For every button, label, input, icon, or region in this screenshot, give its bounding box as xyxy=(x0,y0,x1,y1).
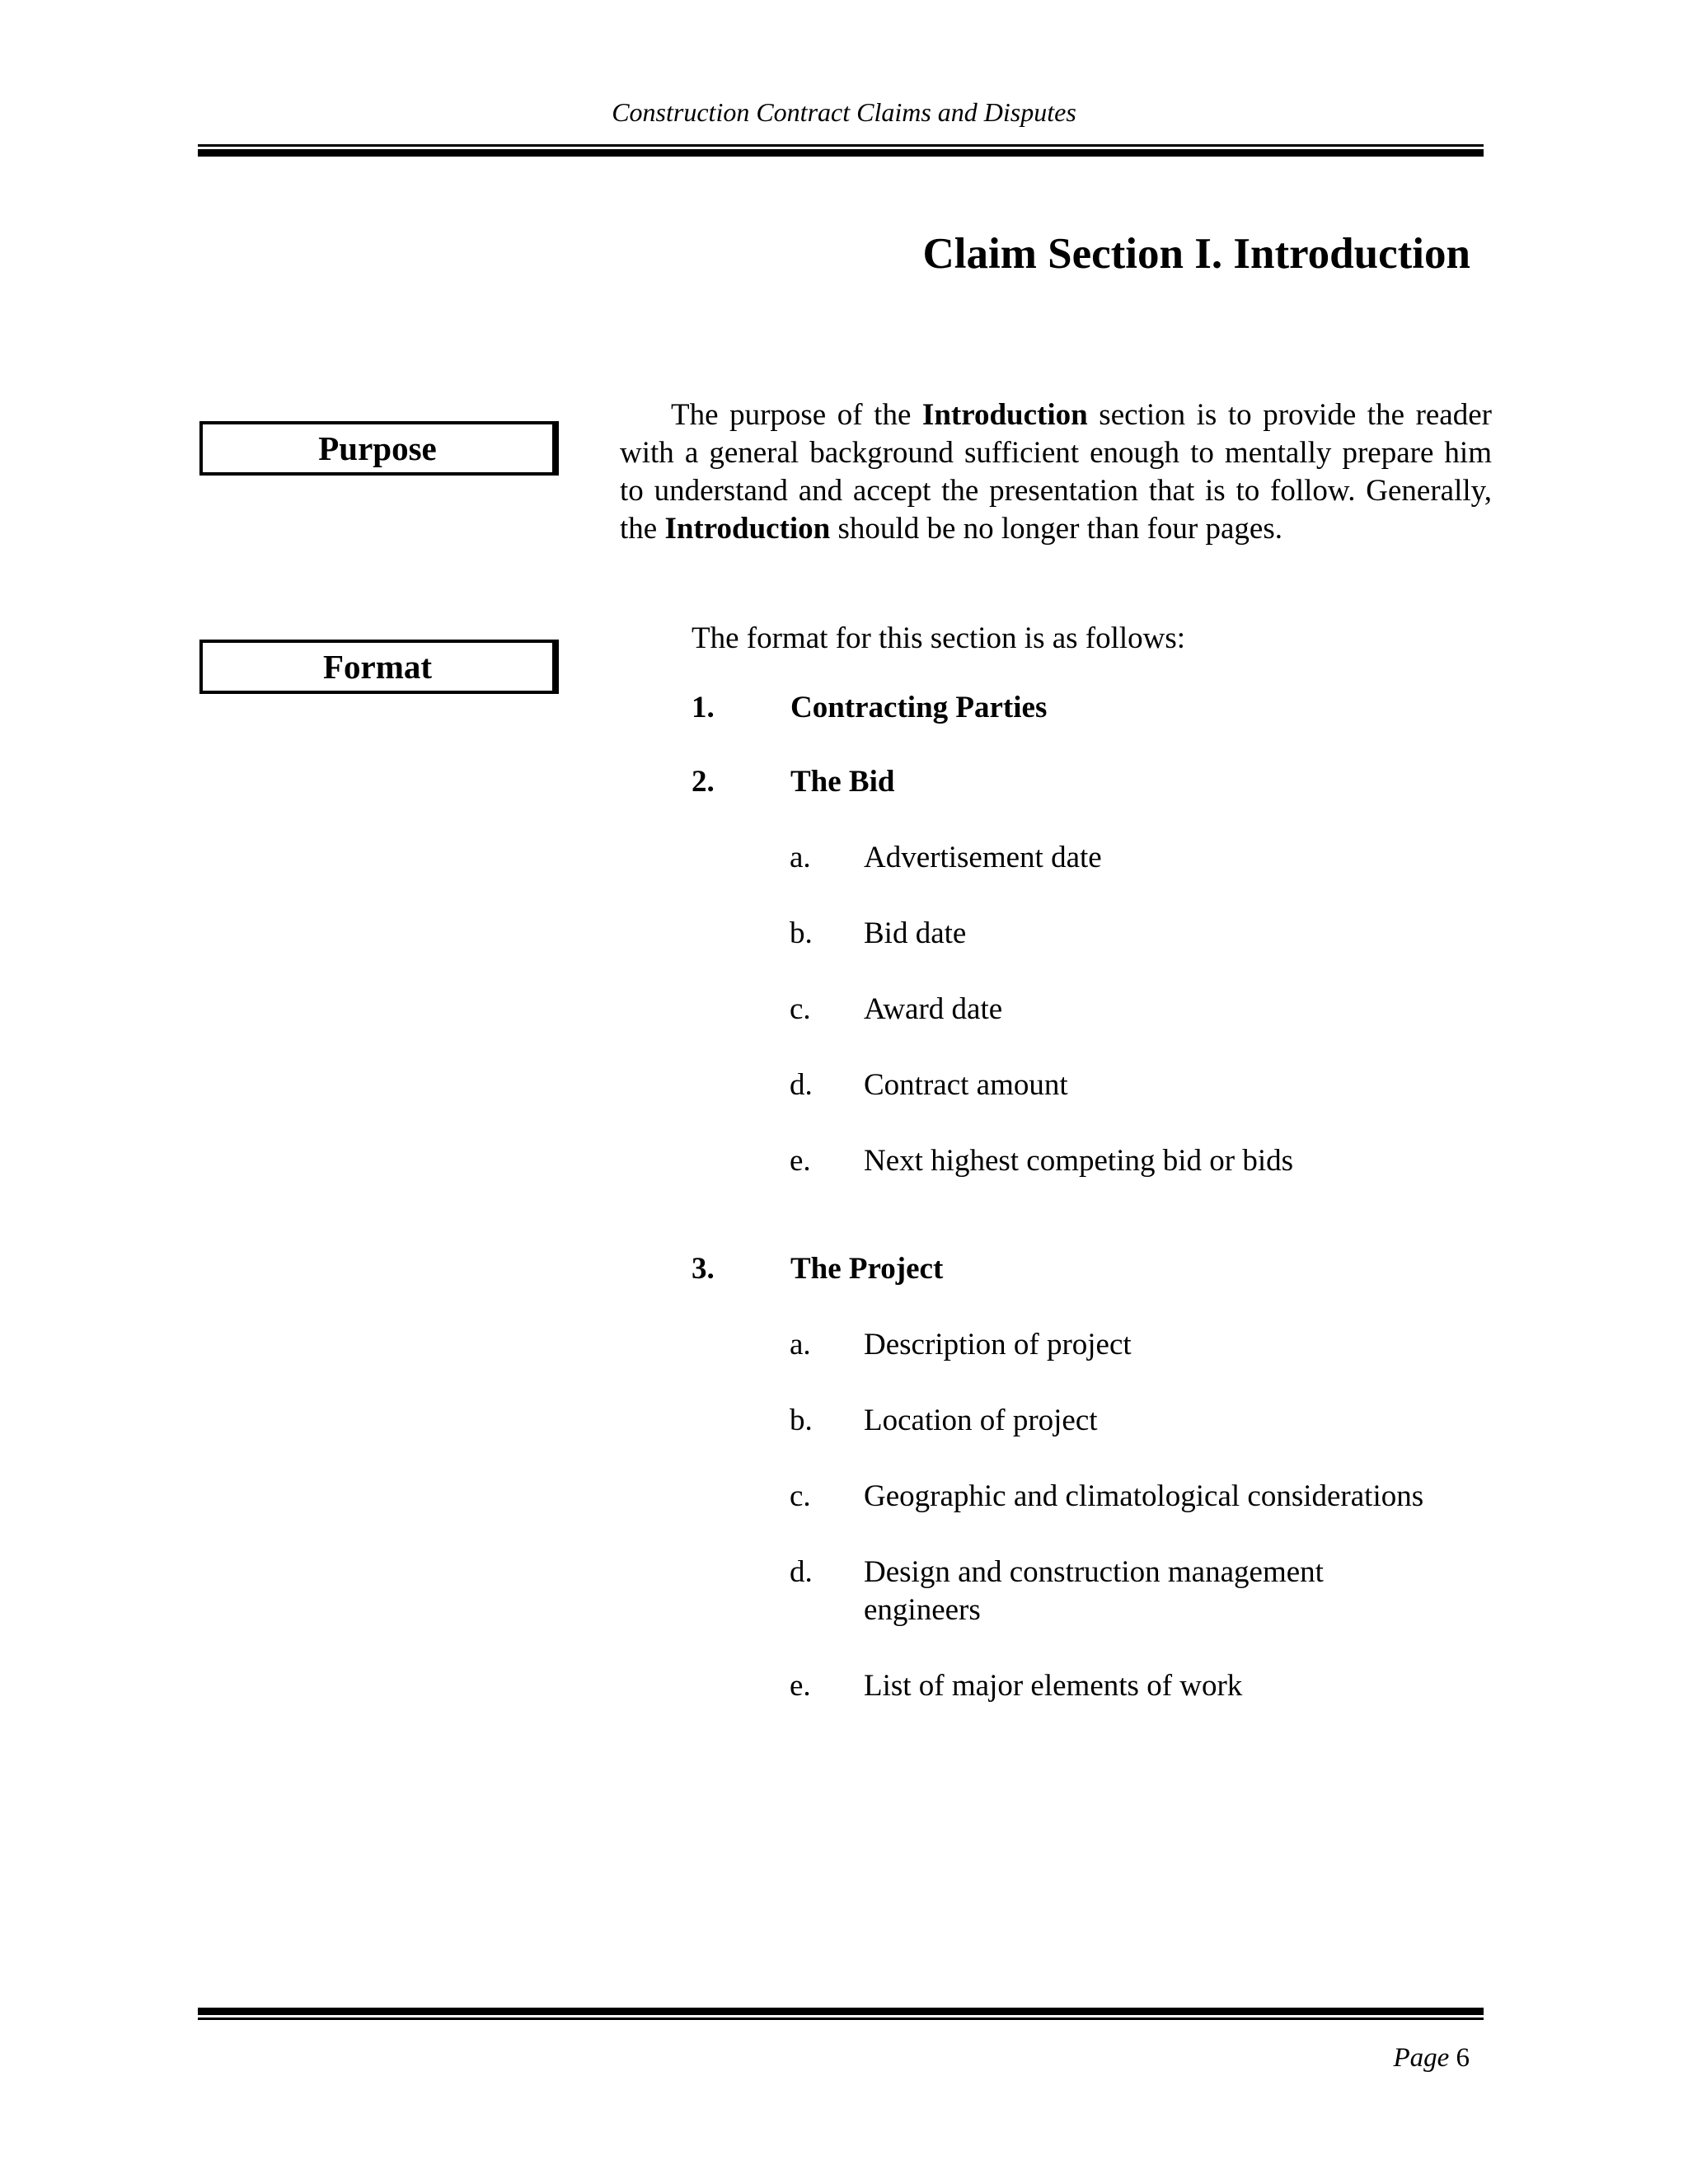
sub-item-letter: d. xyxy=(790,1555,813,1589)
format-intro: The format for this section is as follows: xyxy=(692,621,1186,655)
intro-text: should be no longer than four pages. xyxy=(830,512,1282,546)
footer-rule xyxy=(198,2008,1484,2020)
intro-bold-term: Introduction xyxy=(664,512,831,546)
sub-item-letter: a. xyxy=(790,1328,811,1361)
intro-text: The purpose of the xyxy=(671,398,922,432)
intro-paragraph xyxy=(620,396,1492,548)
intro-bold-term: Introduction xyxy=(921,398,1088,432)
sub-item-text: Bid date xyxy=(864,916,967,950)
sub-item-text: Location of project xyxy=(864,1404,1098,1437)
intro-text: section is to provide the reader with a general background sufficient enough to mentally prepare him to understand and accept the presentation that is to follow. Generally, the xyxy=(620,398,1492,546)
header-rule xyxy=(198,144,1484,157)
running-header: Construction Contract Claims and Disputes xyxy=(612,97,1076,127)
sub-item-text: Next highest competing bid or bids xyxy=(864,1144,1294,1178)
list-item-number: 1. xyxy=(692,691,715,724)
page-number-value: 6 xyxy=(1456,2043,1470,2073)
list-item-title: The Project xyxy=(790,1252,944,1286)
sub-item-letter: b. xyxy=(790,1404,813,1437)
list-item-title: Contracting Parties xyxy=(790,691,1048,724)
sub-item-letter: e. xyxy=(790,1669,811,1703)
sub-item-letter: d. xyxy=(790,1068,813,1102)
format-label-box: Format xyxy=(199,640,559,694)
sub-item-text: Award date xyxy=(864,992,1003,1026)
page-number xyxy=(1393,2041,1470,2074)
list-item-title: The Bid xyxy=(790,765,895,799)
sub-item-letter: c. xyxy=(790,992,811,1026)
sub-item-text: Description of project xyxy=(864,1328,1132,1361)
page-title: Claim Section I. Introduction xyxy=(922,230,1470,278)
sub-item-letter: a. xyxy=(790,841,811,874)
sub-item-text: Design and construction management engineers xyxy=(864,1555,1324,1627)
list-item-number: 2. xyxy=(692,765,715,799)
sub-item-text: List of major elements of work xyxy=(864,1669,1243,1703)
sub-item-letter: b. xyxy=(790,916,813,950)
page-label: Page xyxy=(1393,2043,1450,2073)
sub-item-text: Geographic and climatological considerations xyxy=(864,1479,1424,1513)
list-item-number: 3. xyxy=(692,1252,715,1286)
sub-item-text: Advertisement date xyxy=(864,841,1102,874)
sub-item-text: Contract amount xyxy=(864,1068,1068,1102)
sub-item-letter: e. xyxy=(790,1144,811,1178)
purpose-label-box: Purpose xyxy=(199,421,559,476)
sub-item-letter: c. xyxy=(790,1479,811,1513)
